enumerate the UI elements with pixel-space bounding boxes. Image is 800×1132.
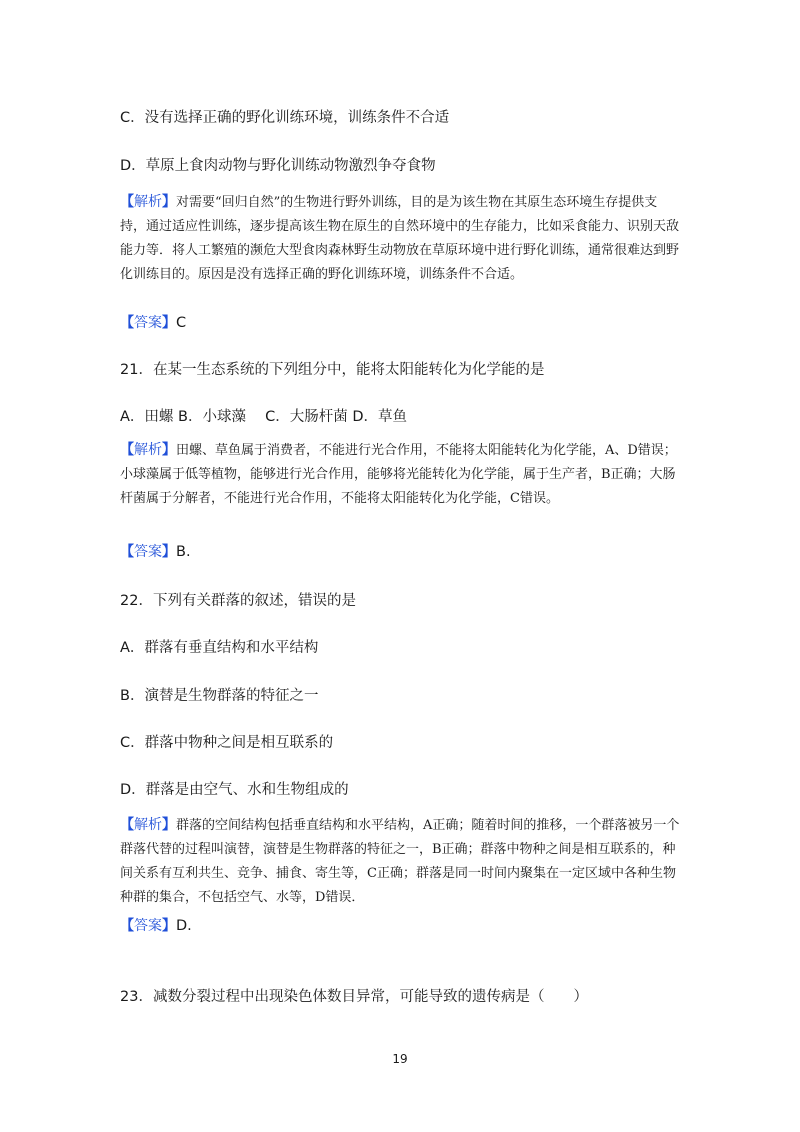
q21-analysis bbox=[120, 438, 680, 511]
q22-option-b: B．演替是生物群落的特征之一 bbox=[120, 688, 319, 704]
q22-question: 22．下列有关群落的叙述，错误的是 bbox=[120, 593, 356, 609]
analysis-text: 对需要“回归自然”的生物进行野外训练，目的是为该生物在其原生态环境生存提供支持，通过适应性训练，逐步提高该生物在原生的自然环境中的生存能力，比如采食能力、识别天敌能力等．将人工繁殖的濒危大型食肉森林野生动物放在草原环境中进行野化训练，通常很难达到野化训练目的。原因是没有选择正确的野化训练环境，训练条件不合适。 bbox=[120, 195, 680, 282]
analysis-label: 【解析】 bbox=[120, 194, 176, 210]
q21-question: 21．在某一生态系统的下列组分中，能将太阳能转化为化学能的是 bbox=[120, 362, 545, 378]
answer-label: 【答案】 bbox=[120, 315, 176, 331]
analysis-text: 田螺、草鱼属于消费者，不能进行光合作用，不能将太阳能转化为化学能，A、D错误；小球藻属于低等植物，能够进行光合作用，能够将光能转化为化学能，属于生产者，B正确；大肠杆菌属于分解者，不能进行光合作用，不能将太阳能转化为化学能，C错误。 bbox=[120, 443, 677, 506]
analysis-label: 【解析】 bbox=[120, 442, 176, 458]
answer-text: C bbox=[176, 315, 187, 331]
page-number: 19 bbox=[392, 1052, 408, 1066]
q22-option-a: A．群落有垂直结构和水平结构 bbox=[120, 640, 319, 656]
answer-label: 【答案】 bbox=[120, 918, 176, 934]
analysis-text: 群落的空间结构包括垂直结构和水平结构，A正确；随着时间的推移，一个群落被另一个群落代替的过程叫演替，演替是生物群落的特征之一，B正确；群落中物种之间是相互联系的，种间关系有互利共生、竞争、捕食、寄生等，C正确；群落是同一时间内聚集在一定区域中各种生物种群的集合，不包括空气、水等，D错误． bbox=[120, 818, 680, 905]
q23-question: 23．减数分裂过程中出现染色体数目异常，可能导致的遗传病是（ ） bbox=[120, 989, 588, 1005]
q20-option-d: D．草原上食肉动物与野化训练动物激烈争夺食物 bbox=[120, 158, 436, 174]
q22-answer bbox=[120, 916, 192, 936]
q22-option-d: D．群落是由空气、水和生物组成的 bbox=[120, 782, 349, 798]
q20-analysis bbox=[120, 190, 680, 287]
q21-options: A．田螺 B．小球藻 C．大肠杆菌 D．草鱼 bbox=[120, 409, 407, 425]
q21-answer bbox=[120, 542, 191, 562]
analysis-label: 【解析】 bbox=[120, 817, 176, 833]
q22-analysis bbox=[120, 813, 680, 910]
q20-option-c: C．没有选择正确的野化训练环境，训练条件不合适 bbox=[120, 110, 450, 126]
q20-answer bbox=[120, 313, 186, 333]
answer-text: D. bbox=[176, 918, 192, 934]
q22-option-c: C．群落中物种之间是相互联系的 bbox=[120, 735, 334, 751]
answer-label: 【答案】 bbox=[120, 544, 176, 560]
answer-text: B. bbox=[176, 544, 191, 560]
